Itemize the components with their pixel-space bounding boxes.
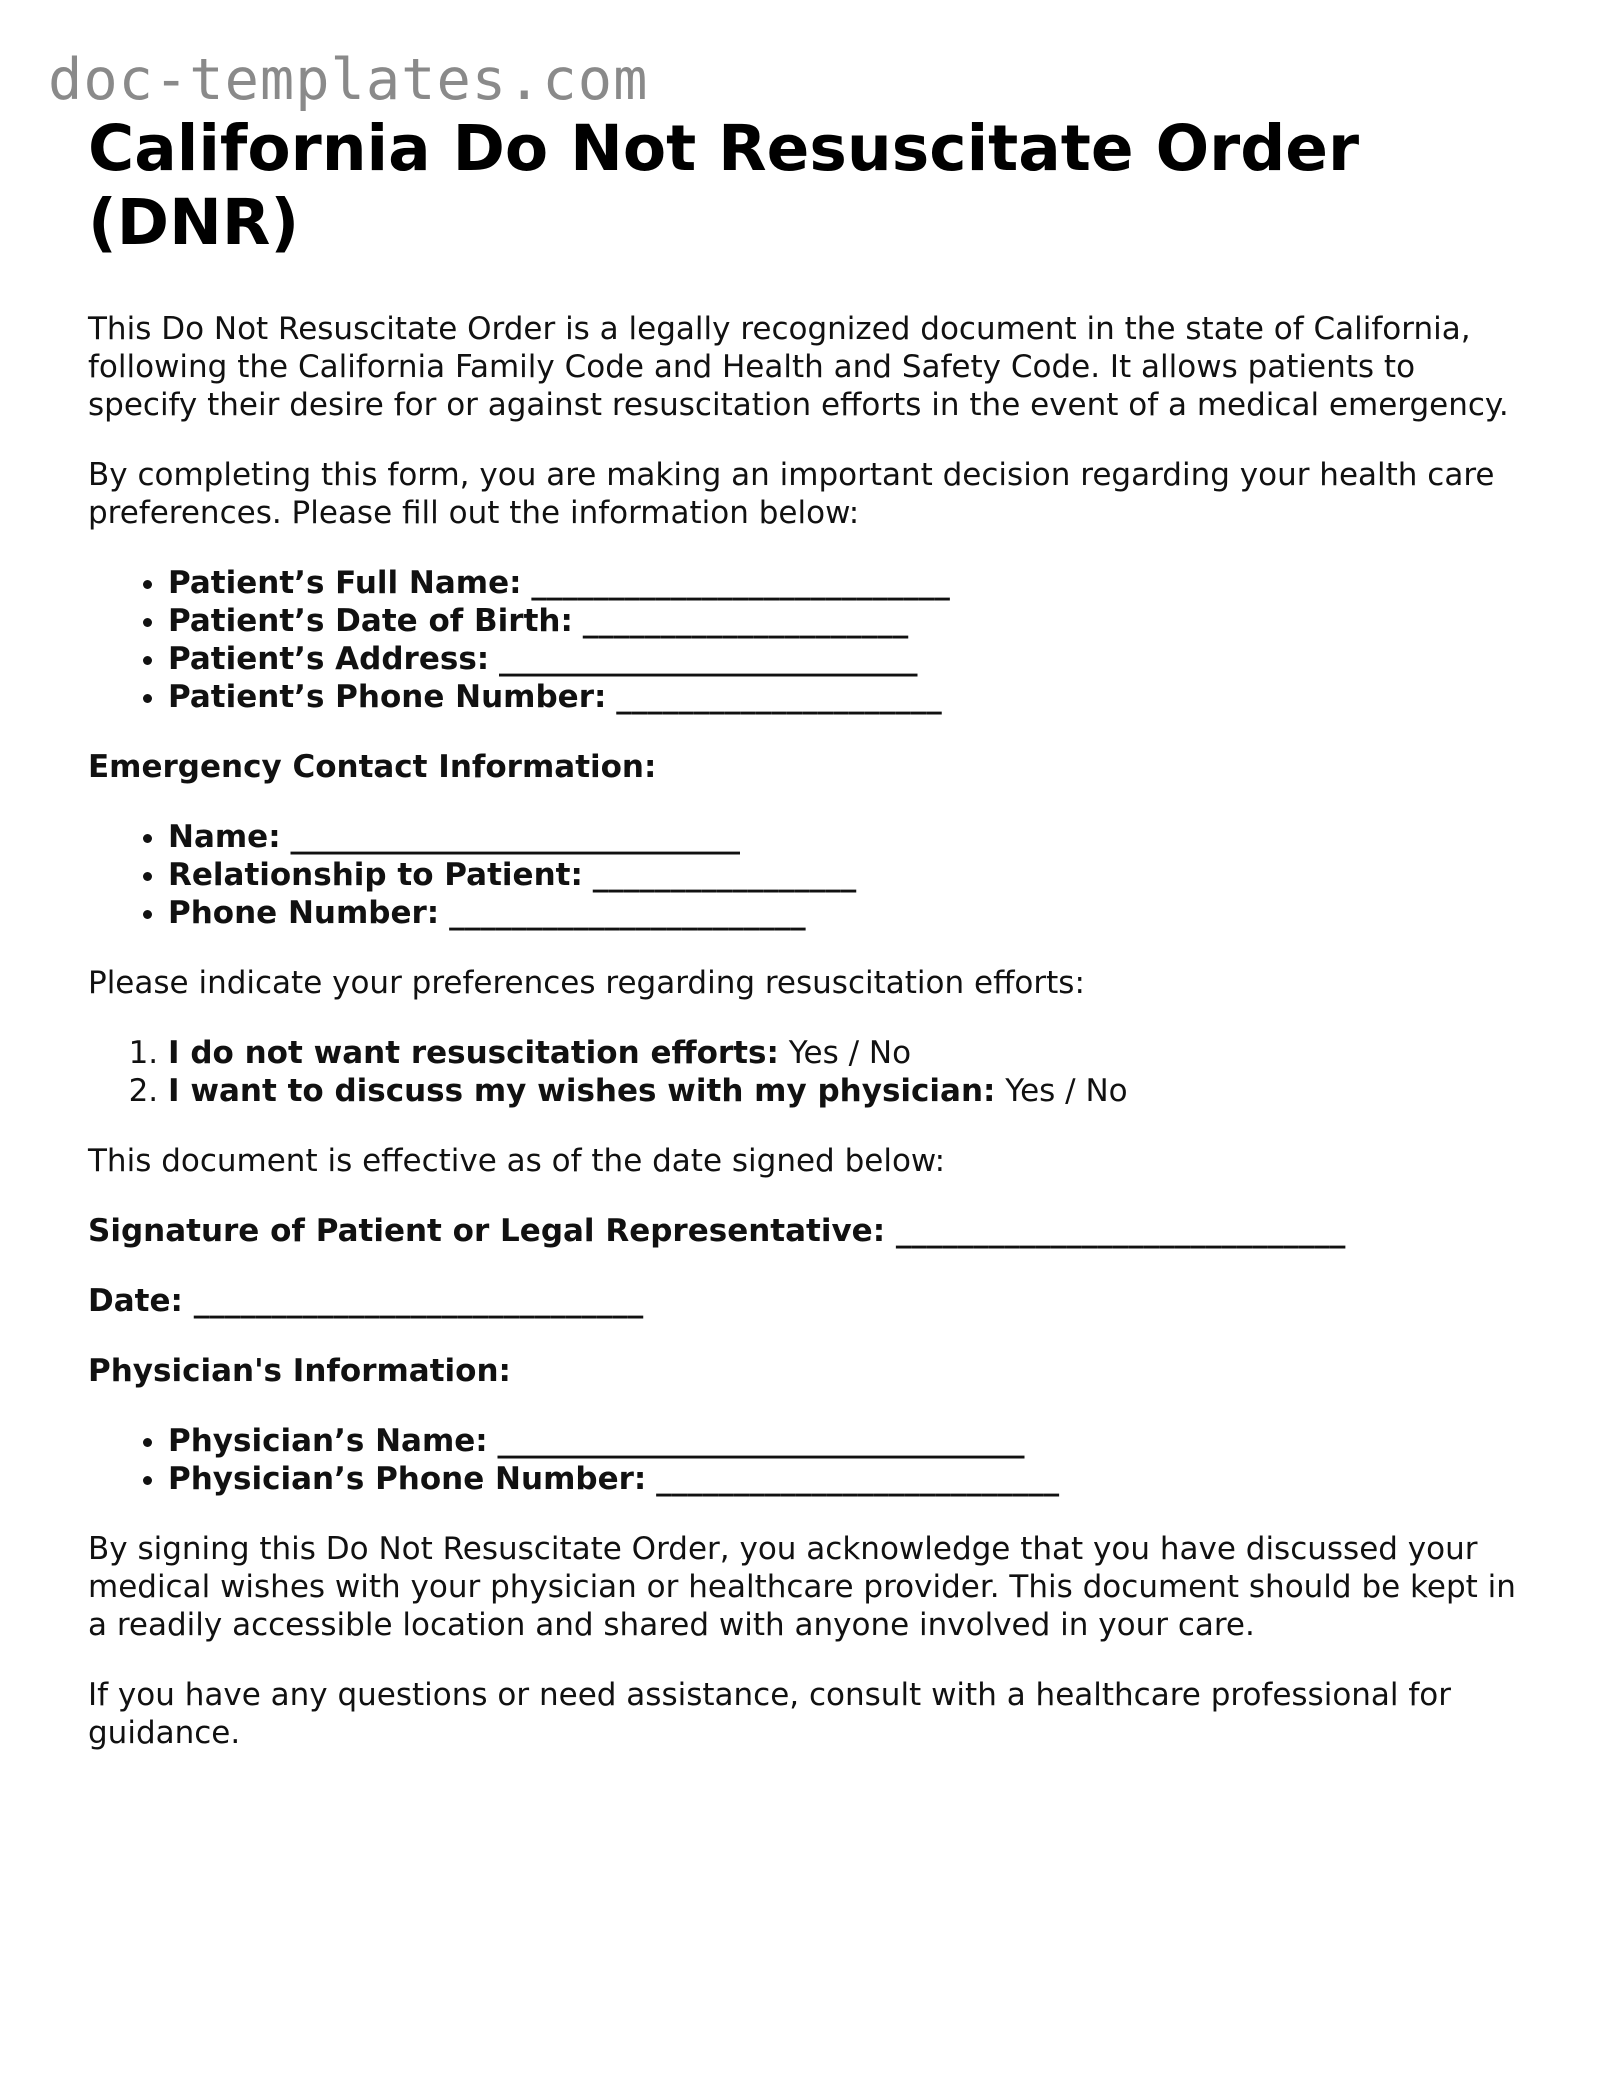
emergency-relationship-field[interactable]: [168, 856, 1528, 894]
field-blank[interactable]: __________________________: [656, 1461, 1060, 1497]
field-blank[interactable]: ___________________________: [531, 565, 950, 601]
signature-blank[interactable]: _____________________________: [895, 1213, 1346, 1249]
preferences-list: [88, 1034, 1528, 1110]
field-label: Phone Number:: [168, 895, 440, 931]
emergency-fields-list: [88, 818, 1528, 932]
patient-phone-number-field[interactable]: [168, 678, 1528, 716]
preference-discuss-with-physician[interactable]: [168, 1072, 1528, 1110]
patient-fields-list: [88, 564, 1528, 716]
patient-date-of-birth-field[interactable]: [168, 602, 1528, 640]
physician-info-heading: Physician's Information:: [88, 1353, 511, 1389]
watermark: doc-templates.com: [48, 47, 649, 113]
instructions-paragraph: By completing this form, you are making an important decision regarding your health care preferences. Please fill out the information below:: [88, 457, 1495, 531]
page-title: California Do Not Resuscitate Order (DNR): [88, 112, 1360, 259]
emergency-contact-heading: Emergency Contact Information:: [88, 749, 657, 785]
date-line[interactable]: [88, 1282, 1528, 1320]
emergency-name-field[interactable]: [168, 818, 1528, 856]
emergency-phone-number-field[interactable]: [168, 894, 1528, 932]
preference-label: I want to discuss my wishes with my physician:: [168, 1073, 996, 1109]
date-label: Date:: [88, 1283, 183, 1319]
field-blank[interactable]: _______________________: [449, 895, 806, 931]
field-blank[interactable]: ___________________________: [499, 641, 918, 677]
field-label: Patient’s Address:: [168, 641, 490, 677]
intro-paragraph: This Do Not Resuscitate Order is a legally recognized document in the state of California, following the California Family Code and Health and Safety Code. It allows patients to specify their desire for or against resuscitation efforts in the event of a medical emergency.: [88, 311, 1509, 423]
preference-label: I do not want resuscitation efforts:: [168, 1035, 779, 1071]
field-label: Patient’s Full Name:: [168, 565, 522, 601]
signature-label: Signature of Patient or Legal Representative:: [88, 1213, 886, 1249]
date-blank[interactable]: _____________________________: [193, 1283, 644, 1319]
patient-full-name-field[interactable]: [168, 564, 1528, 602]
field-label: Physician’s Phone Number:: [168, 1461, 647, 1497]
acknowledgement-paragraph: By signing this Do Not Resuscitate Order, you acknowledge that you have discussed your medical wishes with your physician or healthcare provider. This document should be kept in a readily accessible location and shared with anyone involved in your care.: [88, 1531, 1516, 1643]
field-label: Physician’s Name:: [168, 1423, 488, 1459]
preference-options[interactable]: Yes / No: [1005, 1073, 1128, 1109]
preference-options[interactable]: Yes / No: [788, 1035, 912, 1071]
field-label: Patient’s Phone Number:: [168, 679, 607, 715]
field-blank[interactable]: _________________: [592, 857, 857, 893]
effective-note: This document is effective as of the date signed below:: [88, 1143, 946, 1179]
preferences-intro: Please indicate your preferences regarding resuscitation efforts:: [88, 965, 1085, 1001]
field-blank[interactable]: __________________________________: [497, 1423, 1025, 1459]
document-body: [88, 112, 1528, 1784]
physician-fields-list: [88, 1422, 1528, 1498]
patient-address-field[interactable]: [168, 640, 1528, 678]
physician-name-field[interactable]: [168, 1422, 1528, 1460]
closing-paragraph: If you have any questions or need assistance, consult with a healthcare professional for guidance.: [88, 1677, 1452, 1751]
preference-no-resuscitation[interactable]: [168, 1034, 1528, 1072]
signature-line[interactable]: [88, 1212, 1528, 1250]
field-blank[interactable]: _____________________: [616, 679, 942, 715]
field-label: Patient’s Date of Birth:: [168, 603, 573, 639]
field-label: Relationship to Patient:: [168, 857, 583, 893]
field-label: Name:: [168, 819, 281, 855]
field-blank[interactable]: _____________________: [582, 603, 909, 639]
physician-phone-number-field[interactable]: [168, 1460, 1528, 1498]
field-blank[interactable]: _____________________________: [290, 819, 740, 855]
